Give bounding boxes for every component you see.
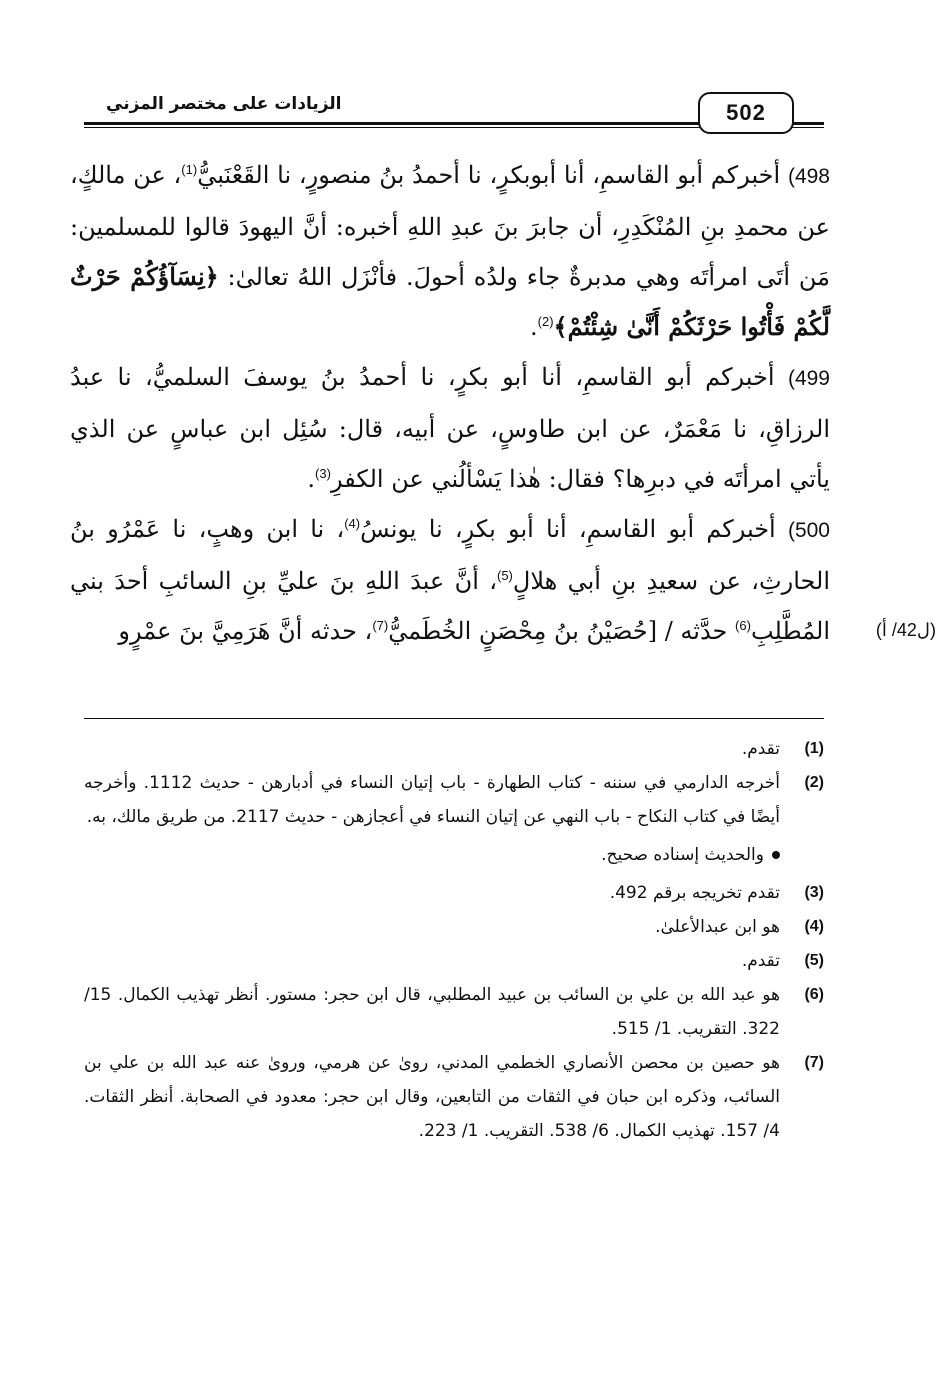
footnote-text: والحديث إسناده صحيح.	[601, 845, 764, 865]
footnote-ref[interactable]: (1)	[181, 162, 198, 177]
footnotes	[84, 732, 824, 1148]
footnote-4	[84, 910, 824, 944]
footnote-number: (4)	[804, 918, 824, 935]
footnote-text: هو ابن عبدالأعلىٰ.	[655, 917, 780, 937]
page-header	[84, 92, 824, 134]
footnote-number: (1)	[804, 740, 824, 757]
footnote-ref[interactable]: (2)	[537, 314, 554, 329]
footnote-7	[84, 1046, 824, 1148]
hadith-number: 500)	[787, 519, 830, 542]
hadith-number: 498)	[787, 165, 830, 188]
hadith-text: أخبركم أبو القاسمِ، أنا أبو بكرٍ، نا يونسُ	[360, 515, 776, 543]
hadith-text: ، حدثه أنَّ هَرَمِيَّ بنَ عمْرٍو	[118, 617, 373, 645]
hadith-text: حدَّثه / [حُصَيْنُ بنُ مِحْصَنٍ الخُطَميُّ	[388, 617, 736, 645]
footnote-5	[84, 944, 824, 978]
footnote-text: هو حصين بن محصن الأنصاري الخطمي المدني، روىٰ عن هرمي، وروىٰ عنه عبد الله بن علي بن السائب، وذكره ابن حبان في الثقات من التابعين، وقال ابن حجر: معدود في الصحابة. أنظر الثقات. 4/ 157. تهذيب الكمال. 6/ 538. التقريب. 1/ 223.	[84, 1053, 780, 1141]
hadith-text: .	[307, 465, 316, 493]
footnote-6	[84, 978, 824, 1046]
hadith-text: .	[529, 313, 538, 341]
hadith-text: ، أنَّ عبدَ اللهِ بنَ عليِّ بنِ السائبِ أحدَ بني المُطَّلِبِ	[70, 567, 830, 645]
hadith-499	[70, 352, 830, 504]
footnote-number: (2)	[804, 774, 824, 791]
footnote-2-grading	[84, 838, 824, 872]
footnote-ref[interactable]: (5)	[496, 568, 513, 583]
footnote-text: هو عبد الله بن علي بن السائب بن عبيد المطلبي، قال ابن حجر: مستور. أنظر تهذيب الكمال. 15/ 322. التقريب. 1/ 515.	[84, 985, 780, 1039]
footnote-ref[interactable]: (4)	[344, 516, 361, 531]
page-number: 502	[698, 92, 794, 134]
footnote-1	[84, 732, 824, 766]
footnote-3	[84, 876, 824, 910]
manuscript-folio-note: (ل42/ أ)	[875, 620, 936, 640]
footnote-number: (7)	[804, 1054, 824, 1071]
footnote-text: تقدم.	[741, 739, 780, 759]
footnote-divider	[84, 718, 824, 719]
footnote-2	[84, 766, 824, 834]
hadith-500	[70, 504, 830, 656]
hadith-number: 499)	[787, 367, 830, 390]
footnote-text: أخرجه الدارمي في سننه - كتاب الطهارة - باب إتيان النساء في أدبارهن - حديث 1112. وأخرجه أيضًا في كتاب النكاح - باب النهي عن إتيان النساء في أعجازهن - حديث 2117. من طريق مالك، به.	[84, 773, 780, 827]
footnote-number: (3)	[804, 884, 824, 901]
hadith-text: أخبركم أبو القاسمِ، أنا أبو بكرٍ، نا أحمدُ بنُ يوسفَ السلميُّ، نا عبدُ الرزاقِ، نا مَعْمَرٌ، عن ابن طاوسٍ، عن أبيه، قال: سُئِل ابن عباسٍ عن الذي يأتي امرأتَه في دبرِها؟ فقال: هٰذا يَسْألُني عن الكفرِ	[70, 363, 830, 493]
footnote-text: تقدم تخريجه برقم 492.	[609, 883, 780, 903]
footnote-ref[interactable]: (6)	[735, 618, 751, 633]
hadith-text: ، عن مالكٍ، عن محمدِ بنِ المُنْكَدِرِ، أن جابرَ بنَ عبدِ اللهِ أخبره: أنَّ اليهودَ قالوا للمسلمين: مَن أتَى امرأتَه وهي مدبرةٌ جاء ولدُه أحولَ. فأنْزَل اللهُ تعالىٰ:	[70, 161, 830, 291]
main-text	[70, 150, 830, 656]
footnote-text: تقدم.	[741, 951, 780, 971]
footnote-number: (5)	[804, 952, 824, 969]
bullet-icon	[772, 851, 780, 859]
footnote-ref[interactable]: (7)	[372, 618, 389, 633]
hadith-text: ، نا ابن وهبٍ، نا عَمْرُو بنُ الحارثِ، عن سعيدِ بنِ أبي هلالٍ	[70, 515, 831, 595]
quran-verse: ﴿نِسَآؤُكُمْ حَرْثٌ لَّكُمْ فَأْتُوا حَرْثَكُمْ أَنَّىٰ شِئْتُمْ﴾	[70, 262, 830, 341]
footnote-ref[interactable]: (3)	[315, 466, 331, 481]
footnote-number: (6)	[804, 986, 824, 1003]
running-title: الزيادات على مختصر المزني	[98, 94, 350, 114]
hadith-498	[70, 150, 830, 352]
hadith-text: أخبركم أبو القاسمِ، أنا أبوبكرٍ، نا أحمدُ بنُ منصورٍ، نا القَعْنَبيُّ	[197, 161, 781, 189]
